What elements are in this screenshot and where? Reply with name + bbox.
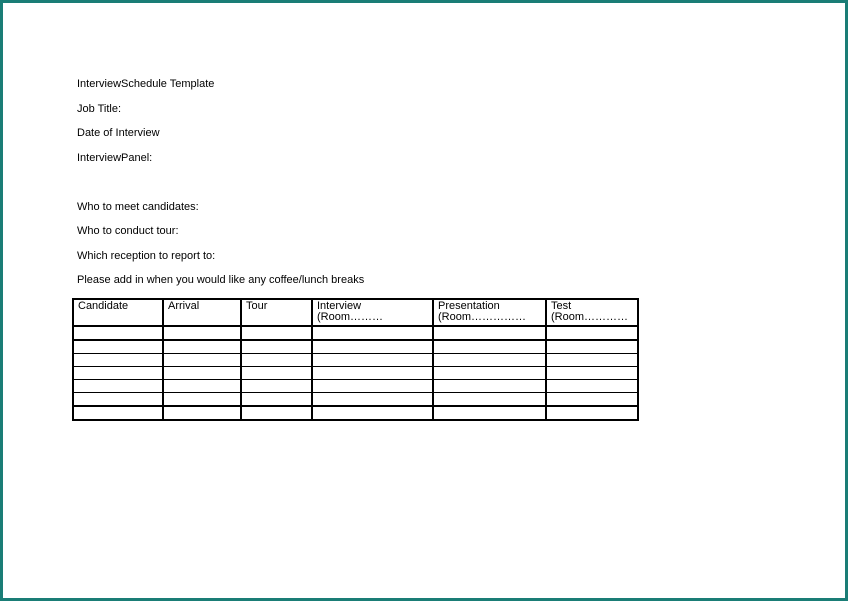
table-cell[interactable] <box>73 326 163 340</box>
table-cell[interactable] <box>163 367 241 380</box>
breaks-note: Please add in when you would like any coffee/lunch breaks <box>77 274 365 286</box>
table-cell[interactable] <box>163 406 241 420</box>
table-cell[interactable] <box>312 340 433 354</box>
table-row <box>73 340 638 354</box>
header-test: Test (Room………… <box>546 299 638 326</box>
table-cell[interactable] <box>241 340 312 354</box>
header-presentation: Presentation (Room…………… <box>433 299 546 326</box>
table-cell[interactable] <box>546 340 638 354</box>
header-interview: Interview (Room……… <box>312 299 433 326</box>
table-cell[interactable] <box>241 367 312 380</box>
table-cell[interactable] <box>312 354 433 367</box>
date-of-interview-label: Date of Interview <box>77 127 160 139</box>
table-cell[interactable] <box>73 354 163 367</box>
table-row <box>73 326 638 340</box>
table-row <box>73 367 638 380</box>
table-cell[interactable] <box>312 393 433 407</box>
table-cell[interactable] <box>163 380 241 393</box>
table-row <box>73 393 638 407</box>
table-header-row <box>73 299 638 326</box>
table-cell[interactable] <box>241 354 312 367</box>
table-cell[interactable] <box>73 380 163 393</box>
table-cell[interactable] <box>433 354 546 367</box>
table-cell[interactable] <box>312 326 433 340</box>
interview-schedule-table <box>72 298 639 421</box>
table-cell[interactable] <box>163 393 241 407</box>
table-row <box>73 354 638 367</box>
table-cell[interactable] <box>241 380 312 393</box>
table-cell[interactable] <box>433 326 546 340</box>
table-cell[interactable] <box>163 326 241 340</box>
table-cell[interactable] <box>546 367 638 380</box>
table-cell[interactable] <box>546 406 638 420</box>
who-meet-candidates-label: Who to meet candidates: <box>77 201 199 213</box>
table-cell[interactable] <box>73 340 163 354</box>
who-conduct-tour-label: Who to conduct tour: <box>77 225 179 237</box>
table-cell[interactable] <box>433 406 546 420</box>
table-cell[interactable] <box>73 393 163 407</box>
table-cell[interactable] <box>312 367 433 380</box>
table-cell[interactable] <box>433 380 546 393</box>
table-cell[interactable] <box>241 406 312 420</box>
table-cell[interactable] <box>73 367 163 380</box>
table-cell[interactable] <box>73 406 163 420</box>
table-cell[interactable] <box>433 367 546 380</box>
reception-label: Which reception to report to: <box>77 250 216 262</box>
table-cell[interactable] <box>241 393 312 407</box>
document-title: InterviewSchedule Template <box>77 78 215 90</box>
table-cell[interactable] <box>312 380 433 393</box>
table-cell[interactable] <box>163 340 241 354</box>
interview-panel-label: InterviewPanel: <box>77 152 153 164</box>
table-cell[interactable] <box>546 393 638 407</box>
table-cell[interactable] <box>433 340 546 354</box>
header-tour: Tour <box>241 299 312 326</box>
table-cell[interactable] <box>163 354 241 367</box>
table-cell[interactable] <box>546 326 638 340</box>
table-cell[interactable] <box>546 380 638 393</box>
header-candidate: Candidate <box>73 299 163 326</box>
table-cell[interactable] <box>241 326 312 340</box>
table-cell[interactable] <box>312 406 433 420</box>
job-title-label: Job Title: <box>77 103 122 115</box>
table-row <box>73 380 638 393</box>
table-row <box>73 406 638 420</box>
table-cell[interactable] <box>546 354 638 367</box>
header-arrival: Arrival <box>163 299 241 326</box>
table-cell[interactable] <box>433 393 546 407</box>
